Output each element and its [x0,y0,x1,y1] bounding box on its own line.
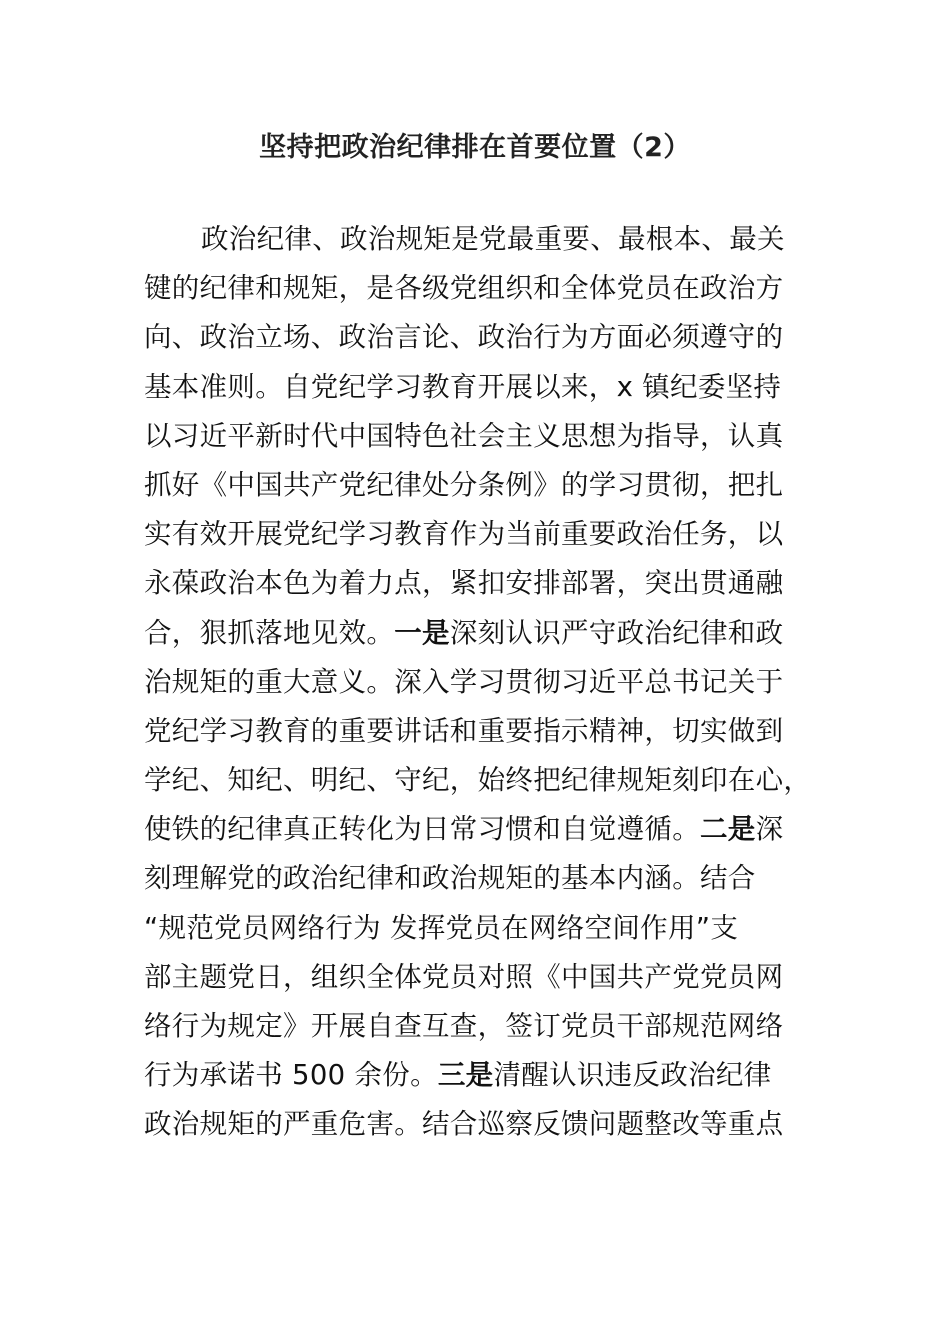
bold-marker: 三是 [437,1059,494,1092]
line-text: 抓好《中国共产党纪律处分条例》的学习贯彻，把扎 [144,468,784,501]
paragraph-line [144,559,834,608]
paragraph-line [144,854,834,903]
line-text: 向、政治立场、政治言论、政治行为方面必须遵守的 [144,321,784,354]
document-body [144,215,834,1150]
line-text: 治规矩的重大意义。深入学习贯彻习近平总书记关于 [144,665,784,698]
line-text: “规范党员网络行为 发挥党员在网络空间作用”支 [144,911,739,944]
line-text: 合，狠抓落地见效。 [144,616,395,649]
paragraph-line [144,1002,834,1051]
line-text: 刻理解党的政治纪律和政治规矩的基本内涵。结合 [144,862,756,895]
line-text: 键的纪律和规矩，是各级党组织和全体党员在政治方 [144,272,784,305]
line-text: 部主题党日，组织全体党员对照《中国共产党党员网 [144,960,784,993]
bold-marker: 二是 [700,813,756,846]
paragraph-line [144,313,834,362]
paragraph-line [144,707,834,756]
paragraph-line [144,609,834,658]
document-title: 坚持把政治纪律排在首要位置（2） [259,132,691,163]
paragraph-line [144,215,834,264]
line-text: 以习近平新时代中国特色社会主义思想为指导，认真 [144,419,784,452]
paragraph-line [144,756,834,805]
line-text: 政治规矩的严重危害。结合巡察反馈问题整改等重点 [144,1108,784,1141]
bold-marker: 一是 [394,616,450,649]
paragraph-line [144,904,834,953]
line-text: 党纪学习教育的重要讲话和重要指示精神，切实做到 [144,714,784,747]
paragraph-line [144,805,834,854]
line-text: 实有效开展党纪学习教育作为当前重要政治任务，以 [144,518,784,551]
line-text: 深刻认识严守政治纪律和政 [449,616,784,649]
line-text: 络行为规定》开展自查互查，签订党员干部规范网络 [144,1010,784,1042]
line-text: 政治纪律、政治规矩是党最重要、最根本、最关 [201,223,785,255]
line-text: 学纪、知纪、明纪、守纪，始终把纪律规矩刻印在心， [144,764,812,797]
line-text: 使铁的纪律真正转化为日常习惯和自觉遵循。 [144,813,700,846]
line-text: 永葆政治本色为着力点，紧扣安排部署，突出贯通融 [144,567,784,600]
line-text: 基本准则。自党纪学习教育开展以来，x 镇纪委坚持 [144,370,782,403]
paragraph-line [144,264,834,313]
paragraph-line [144,412,834,461]
paragraph-line [144,953,834,1002]
paragraph-line [144,510,834,559]
line-text: 清醒认识违反政治纪律 [493,1059,772,1092]
paragraph-line [144,363,834,412]
paragraph-line [144,461,834,510]
paragraph-line [144,1051,834,1100]
line-text: 行为承诺书 500 余份。 [144,1059,438,1092]
line-text: 深 [755,813,784,846]
paragraph-line [144,1100,834,1149]
paragraph-line [144,658,834,707]
